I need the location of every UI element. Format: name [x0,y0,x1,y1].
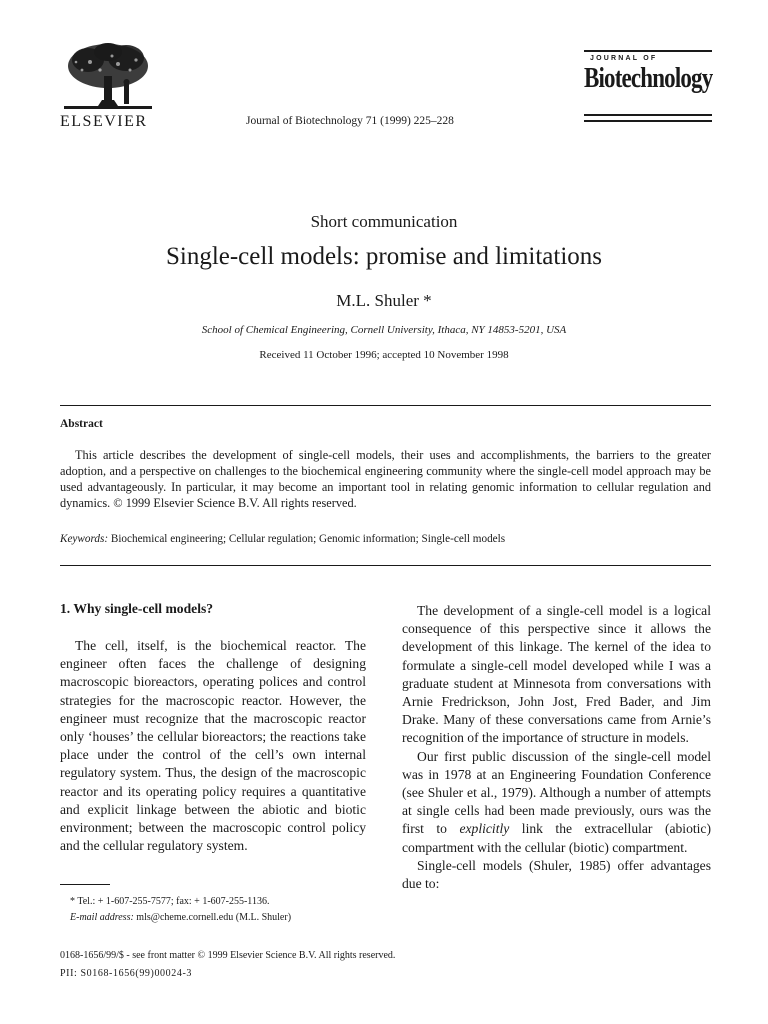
body-column-left [60,637,366,855]
keywords-line [60,533,711,545]
body-paragraph: The development of a single-cell model is a logical consequence of this perspective since it allows the development of this linkage. The kernel of the idea to formulate a single-cell model developed while I was a graduate student at Minnesota from conversations with Arnie Fredrickson, John Jost, Fred Bader, and Jim Drake. Many of these conversations came from Arnie’s recognition of the importance of structure in models. [402,603,711,746]
article-dates: Received 11 October 1996; accepted 10 November 1998 [259,349,509,361]
text-run: Our first public discussion of the single-cell model was in 1978 at an Engineering Foundation Conference (see Shuler et al., 1979). Although a number of attempts at single cells had been made previously, ours was the first to [402,748,711,837]
email-label: E-mail address: [70,912,134,923]
journal-small-caption: JOURNAL OF [590,55,658,62]
emphasis-text: explicitly [459,821,510,837]
footnote-email [70,912,291,923]
body-paragraph: The cell, itself, is the biochemical reactor. The engineer often faces the challenge of designing macroscopic bioreactors, operating polices and control strategies for the macroscopic reactor. However, the engineer must recognize that the macroscopic reactor only ‘houses’ the cellular bioreactors; the reactions take place under the control of the cell’s own internal regulatory system. Thus, the design of the macroscopic reactor and its operating policy requires a quantitative and explicit linkage between the abiotic and biotic environment; between the macroscopic control policy and the cellular regulatory system. [60,638,366,854]
body-column-right [402,602,711,893]
article-author: M.L. Shuler * [336,291,432,310]
article-title: Single-cell models: promise and limitations [165,243,603,270]
masthead-rule-bottom-1 [584,114,712,116]
elsevier-tree-logo [60,40,156,112]
abstract-paragraph: This article describes the development of single-cell models, their uses and accomplishments, the barriers to the greater adoption, and a perspective on challenges to the biochemical engineering community where the single-cell model approach may be used advantageously. In particular, it may become an important tool in relating genomic information to cellular regulation and dynamics. © 1999 Elsevier Science B.V. All rights reserved. [60,448,711,510]
masthead-rule-bottom-2 [584,120,712,122]
masthead-rule-top [584,50,712,52]
abstract-text [60,447,711,511]
footnote-rule [60,884,110,885]
body-paragraph [402,748,711,857]
footnote-contact: * Tel.: + 1-607-255-7577; fax: + 1-607-255-1136. [70,896,270,907]
keywords-list: Biochemical engineering; Cellular regulation; Genomic information; Single-cell models [110,533,506,545]
abstract-rule-bottom [60,565,711,566]
pii-line: PII: S0168-1656(99)00024-3 [60,968,192,979]
journal-masthead-title: Biotechnology [584,63,713,94]
abstract-heading: Abstract [60,418,103,430]
abstract-rule-top [60,405,711,406]
email-address: mls@cheme.cornell.edu (M.L. Shuler) [136,912,292,923]
publisher-name: ELSEVIER [60,113,148,130]
article-type: Short communication [310,212,458,231]
body-paragraph: Single-cell models (Shuler, 1985) offer advantages due to: [402,857,711,892]
text-run: link the extracellular (abiotic) compartment with the cellular (biotic) compartment. [402,821,711,855]
section-heading: 1. Why single-cell models? [60,601,214,616]
keywords-label: Keywords: [60,533,109,545]
journal-citation: Journal of Biotechnology 71 (1999) 225–228 [246,115,454,127]
front-matter-line: 0168-1656/99/$ - see front matter © 1999 Elsevier Science B.V. All rights reserved. [60,950,396,961]
author-affiliation: School of Chemical Engineering, Cornell University, Ithaca, NY 14853-5201, USA [201,324,567,336]
